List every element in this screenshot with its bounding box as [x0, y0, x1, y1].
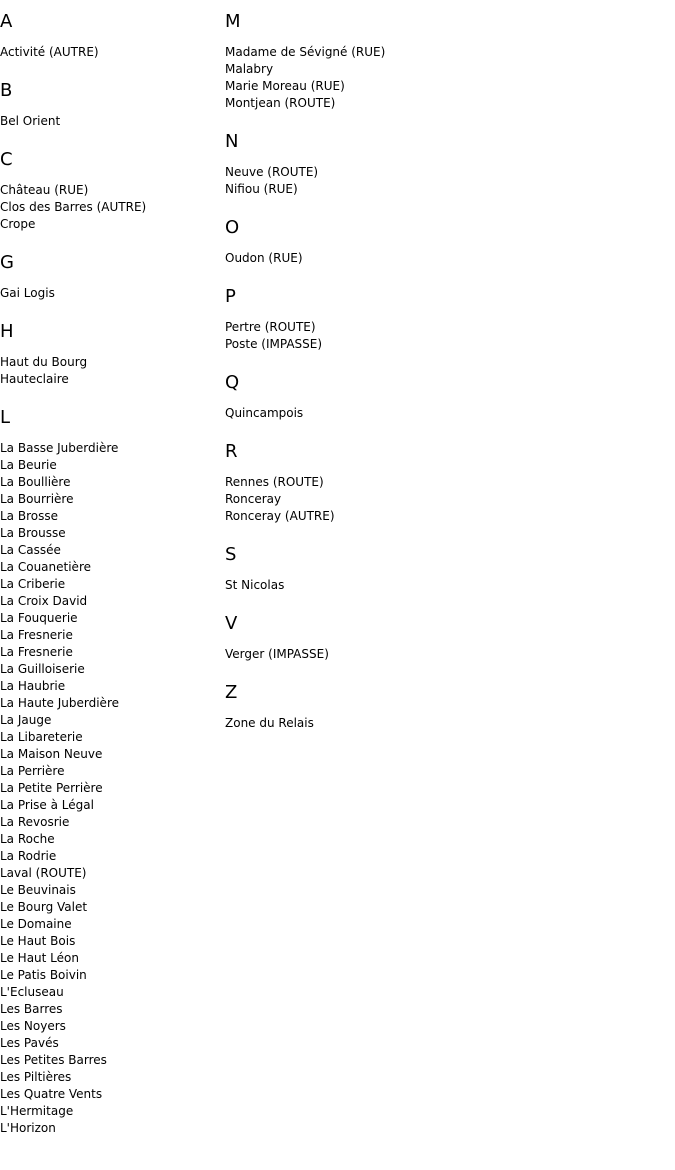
street-link-la-prise-a-legal[interactable]: La Prise à Légal: [0, 798, 94, 812]
street-list-item: [0, 1052, 220, 1069]
street-list-item: [0, 763, 220, 780]
street-link-bel-orient[interactable]: Bel Orient: [0, 114, 61, 128]
street-link-le-patis-boivin[interactable]: Le Patis Boivin: [0, 968, 87, 982]
street-list: [225, 474, 525, 525]
letter-group-o: [225, 216, 525, 267]
letter-heading: O: [225, 217, 240, 238]
street-list-item: [0, 182, 220, 199]
street-list-item: [225, 44, 525, 61]
street-link-la-jauge[interactable]: La Jauge: [0, 713, 52, 727]
street-list-item: [225, 95, 525, 112]
street-list-item: [0, 457, 220, 474]
street-list-item: [0, 354, 220, 371]
street-list-item: [0, 678, 220, 695]
street-list-item: [225, 474, 525, 491]
street-link-la-maison-neuve[interactable]: La Maison Neuve: [0, 747, 103, 761]
street-list-item: [0, 576, 220, 593]
street-link-la-cassee[interactable]: La Cassée: [0, 543, 61, 557]
street-link-poste-impasse[interactable]: Poste (IMPASSE): [225, 337, 323, 351]
letter-group-b: [0, 79, 220, 130]
street-link-les-petites-barres[interactable]: Les Petites Barres: [0, 1053, 107, 1067]
street-list-item: [0, 1120, 220, 1137]
street-link-les-barres[interactable]: Les Barres: [0, 1002, 63, 1016]
letter-group-v: [225, 612, 525, 663]
street-list-item: [225, 319, 525, 336]
street-link-la-criberie[interactable]: La Criberie: [0, 577, 66, 591]
street-link-malabry[interactable]: Malabry: [225, 62, 274, 76]
letter-heading: P: [225, 286, 236, 307]
street-list-item: [225, 336, 525, 353]
street-link-la-fresnerie[interactable]: La Fresnerie: [0, 628, 73, 642]
street-list-item: [0, 712, 220, 729]
street-link-oudon-rue[interactable]: Oudon (RUE): [225, 251, 303, 265]
street-list-item: [0, 1018, 220, 1035]
street-list-item: [0, 644, 220, 661]
street-list-item: [0, 967, 220, 984]
street-list-item: [0, 1103, 220, 1120]
letter-heading: Q: [225, 372, 240, 393]
street-link-la-guilloiserie[interactable]: La Guilloiserie: [0, 662, 85, 676]
street-link-madame-de-sevigne-rue[interactable]: Madame de Sévigné (RUE): [225, 45, 386, 59]
street-link-l-horizon[interactable]: L'Horizon: [0, 1121, 56, 1135]
street-link-ronceray[interactable]: Ronceray: [225, 492, 282, 506]
street-list-item: [0, 593, 220, 610]
letter-heading: G: [0, 252, 14, 273]
street-list-item: [0, 627, 220, 644]
letter-heading: L: [0, 407, 11, 428]
street-list-item: [0, 371, 220, 388]
letter-heading: Z: [225, 682, 238, 703]
street-link-la-perriere[interactable]: La Perrière: [0, 764, 65, 778]
street-list: [225, 319, 525, 353]
street-list: [0, 113, 220, 130]
street-link-la-petite-perriere[interactable]: La Petite Perrière: [0, 781, 103, 795]
street-list-item: [225, 181, 525, 198]
street-link-les-noyers[interactable]: Les Noyers: [0, 1019, 66, 1033]
street-link-la-brosse[interactable]: La Brosse: [0, 509, 58, 523]
street-link-le-domaine[interactable]: Le Domaine: [0, 917, 72, 931]
street-link-le-haut-leon[interactable]: Le Haut Léon: [0, 951, 79, 965]
letter-heading: N: [225, 131, 239, 152]
street-list-item: [225, 646, 525, 663]
street-link-st-nicolas[interactable]: St Nicolas: [225, 578, 285, 592]
street-link-l-hermitage[interactable]: L'Hermitage: [0, 1104, 74, 1118]
street-link-haut-du-bourg[interactable]: Haut du Bourg: [0, 355, 88, 369]
street-list: [225, 164, 525, 198]
street-link-montjean-route[interactable]: Montjean (ROUTE): [225, 96, 336, 110]
street-link-la-fresnerie[interactable]: La Fresnerie: [0, 645, 73, 659]
street-list-item: [0, 780, 220, 797]
street-link-neuve-route[interactable]: Neuve (ROUTE): [225, 165, 319, 179]
street-list-item: [0, 916, 220, 933]
street-link-rennes-route[interactable]: Rennes (ROUTE): [225, 475, 324, 489]
street-link-la-haubrie[interactable]: La Haubrie: [0, 679, 66, 693]
letter-heading: S: [225, 544, 237, 565]
street-link-clos-des-barres-autre[interactable]: Clos des Barres (AUTRE): [0, 200, 147, 214]
street-list-item: [0, 199, 220, 216]
street-list-item: [0, 1086, 220, 1103]
letter-group-a: [0, 10, 220, 61]
street-list-item: [0, 559, 220, 576]
street-list-item: [225, 61, 525, 78]
street-link-le-haut-bois[interactable]: Le Haut Bois: [0, 934, 76, 948]
street-list-item: [225, 405, 525, 422]
street-list-item: [225, 715, 525, 732]
letter-group-h: [0, 320, 220, 388]
street-link-la-beurie[interactable]: La Beurie: [0, 458, 57, 472]
street-link-gai-logis[interactable]: Gai Logis: [0, 286, 55, 300]
street-list: [225, 715, 525, 732]
letter-group-q: [225, 371, 525, 422]
street-link-la-roche[interactable]: La Roche: [0, 832, 55, 846]
street-link-la-fouquerie[interactable]: La Fouquerie: [0, 611, 78, 625]
street-list: [0, 440, 220, 1137]
street-list: [225, 250, 525, 267]
street-link-la-brousse[interactable]: La Brousse: [0, 526, 66, 540]
street-list-item: [0, 865, 220, 882]
street-list-item: [0, 831, 220, 848]
letter-heading: C: [0, 149, 13, 170]
street-link-verger-impasse[interactable]: Verger (IMPASSE): [225, 647, 329, 661]
street-list-item: [0, 474, 220, 491]
street-list-item: [0, 661, 220, 678]
street-list-item: [225, 491, 525, 508]
street-list: [225, 646, 525, 663]
street-link-activite-autre[interactable]: Activité (AUTRE): [0, 45, 99, 59]
street-list: [0, 44, 220, 61]
street-link-la-bourriere[interactable]: La Bourrière: [0, 492, 74, 506]
street-list: [0, 285, 220, 302]
street-link-ronceray-autre[interactable]: Ronceray (AUTRE): [225, 509, 335, 523]
street-link-la-libareterie[interactable]: La Libareterie: [0, 730, 83, 744]
street-index-right-column: [225, 10, 525, 750]
letter-heading: B: [0, 80, 13, 101]
letter-group-r: [225, 440, 525, 525]
street-list-item: [225, 508, 525, 525]
street-list-item: [225, 78, 525, 95]
street-link-crope[interactable]: Crope: [0, 217, 36, 231]
street-list-item: [0, 882, 220, 899]
street-list-item: [0, 525, 220, 542]
street-link-la-boulliere[interactable]: La Boullière: [0, 475, 71, 489]
street-list: [0, 182, 220, 233]
letter-heading: H: [0, 321, 14, 342]
street-link-hauteclaire[interactable]: Hauteclaire: [0, 372, 69, 386]
street-list-item: [0, 1035, 220, 1052]
street-link-pertre-route[interactable]: Pertre (ROUTE): [225, 320, 316, 334]
letter-group-z: [225, 681, 525, 732]
street-link-marie-moreau-rue[interactable]: Marie Moreau (RUE): [225, 79, 345, 93]
street-list-item: [0, 746, 220, 763]
letter-group-n: [225, 130, 525, 198]
street-list-item: [0, 814, 220, 831]
street-list-item: [0, 950, 220, 967]
street-list-item: [0, 729, 220, 746]
street-list-item: [0, 848, 220, 865]
street-link-quincampois[interactable]: Quincampois: [225, 406, 304, 420]
street-list-item: [0, 44, 220, 61]
street-list-item: [0, 899, 220, 916]
street-list-item: [0, 285, 220, 302]
street-link-le-bourg-valet[interactable]: Le Bourg Valet: [0, 900, 88, 914]
street-list-item: [0, 695, 220, 712]
street-list-item: [0, 491, 220, 508]
street-list-item: [0, 610, 220, 627]
street-link-l-ecluseau[interactable]: L'Ecluseau: [0, 985, 64, 999]
letter-group-g: [0, 251, 220, 302]
street-link-la-basse-juberdiere[interactable]: La Basse Juberdière: [0, 441, 119, 455]
street-list-item: [0, 933, 220, 950]
street-link-la-rodrie[interactable]: La Rodrie: [0, 849, 57, 863]
letter-heading: V: [225, 613, 238, 634]
letter-group-p: [225, 285, 525, 353]
street-link-zone-du-relais[interactable]: Zone du Relais: [225, 716, 314, 730]
street-list-item: [0, 542, 220, 559]
street-list-item: [0, 440, 220, 457]
street-list-item: [225, 250, 525, 267]
street-list-item: [0, 984, 220, 1001]
street-link-les-quatre-vents[interactable]: Les Quatre Vents: [0, 1087, 103, 1101]
street-list-item: [225, 164, 525, 181]
street-link-la-croix-david[interactable]: La Croix David: [0, 594, 88, 608]
street-list-item: [0, 216, 220, 233]
street-link-chateau-rue[interactable]: Château (RUE): [0, 183, 89, 197]
street-list-item: [0, 797, 220, 814]
street-list: [225, 44, 525, 112]
letter-heading: R: [225, 441, 238, 462]
street-list-item: [0, 508, 220, 525]
street-list-item: [225, 577, 525, 594]
street-link-le-beuvinais[interactable]: Le Beuvinais: [0, 883, 76, 897]
street-list-item: [0, 1069, 220, 1086]
street-link-la-couanetiere[interactable]: La Couanetière: [0, 560, 91, 574]
street-list: [225, 577, 525, 594]
street-list: [225, 405, 525, 422]
letter-group-m: [225, 10, 525, 112]
letter-group-c: [0, 148, 220, 233]
street-link-laval-route[interactable]: Laval (ROUTE): [0, 866, 87, 880]
street-link-la-revosrie[interactable]: La Revosrie: [0, 815, 70, 829]
letter-heading: A: [0, 11, 13, 32]
street-link-les-paves[interactable]: Les Pavés: [0, 1036, 59, 1050]
street-index-left-column: [0, 10, 220, 1155]
street-list-item: [0, 113, 220, 130]
letter-heading: M: [225, 11, 241, 32]
street-link-les-piltieres[interactable]: Les Piltières: [0, 1070, 72, 1084]
street-list: [0, 354, 220, 388]
letter-group-s: [225, 543, 525, 594]
street-link-la-haute-juberdiere[interactable]: La Haute Juberdière: [0, 696, 119, 710]
street-list-item: [0, 1001, 220, 1018]
street-link-nifiou-rue[interactable]: Nifiou (RUE): [225, 182, 298, 196]
letter-group-l: [0, 406, 220, 1137]
